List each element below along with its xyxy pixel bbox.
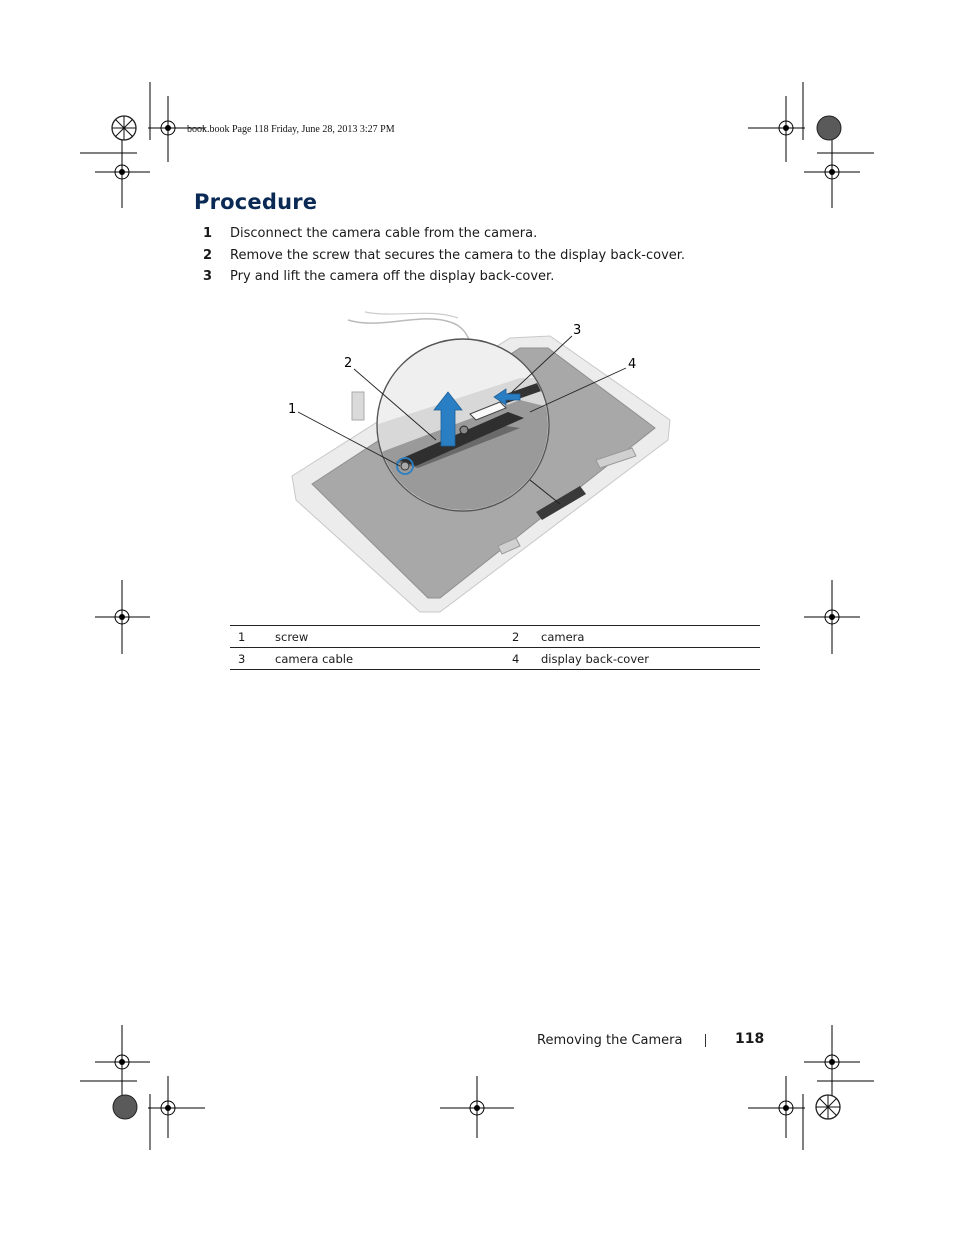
legend-label: screw: [275, 626, 503, 648]
step-number: 2: [203, 247, 213, 263]
callout-1: 1: [288, 402, 297, 417]
callout-2: 2: [344, 356, 353, 371]
step-number: 3: [203, 269, 213, 284]
table-row: [230, 626, 760, 648]
footer-divider: [705, 1034, 706, 1047]
legend-number: 1: [230, 626, 275, 648]
legend-label: display back-cover: [541, 648, 760, 670]
section-title: Procedure: [194, 190, 318, 214]
step-number: 1: [203, 226, 213, 241]
legend-number: 3: [230, 648, 275, 670]
page-number: 118: [735, 1031, 765, 1047]
callout-legend-table: [230, 625, 760, 670]
legend-label: camera cable: [275, 648, 503, 670]
camera-removal-illustration: [280, 300, 700, 620]
legend-number: 4: [503, 648, 541, 670]
table-row: [230, 648, 760, 670]
callout-4: 4: [628, 357, 637, 372]
step-text: Pry and lift the camera off the display back-cover.: [230, 269, 555, 284]
print-slug: book.book Page 118 Friday, June 28, 2013 3:27 PM: [187, 124, 395, 135]
step-text: Remove the screw that secures the camera to the display back-cover.: [230, 247, 686, 263]
footer-chapter-title: Removing the Camera: [537, 1033, 683, 1048]
step-text: Disconnect the camera cable from the camera.: [230, 226, 538, 241]
legend-number: 2: [503, 626, 541, 648]
legend-label: camera: [541, 626, 760, 648]
callout-3: 3: [573, 323, 582, 338]
